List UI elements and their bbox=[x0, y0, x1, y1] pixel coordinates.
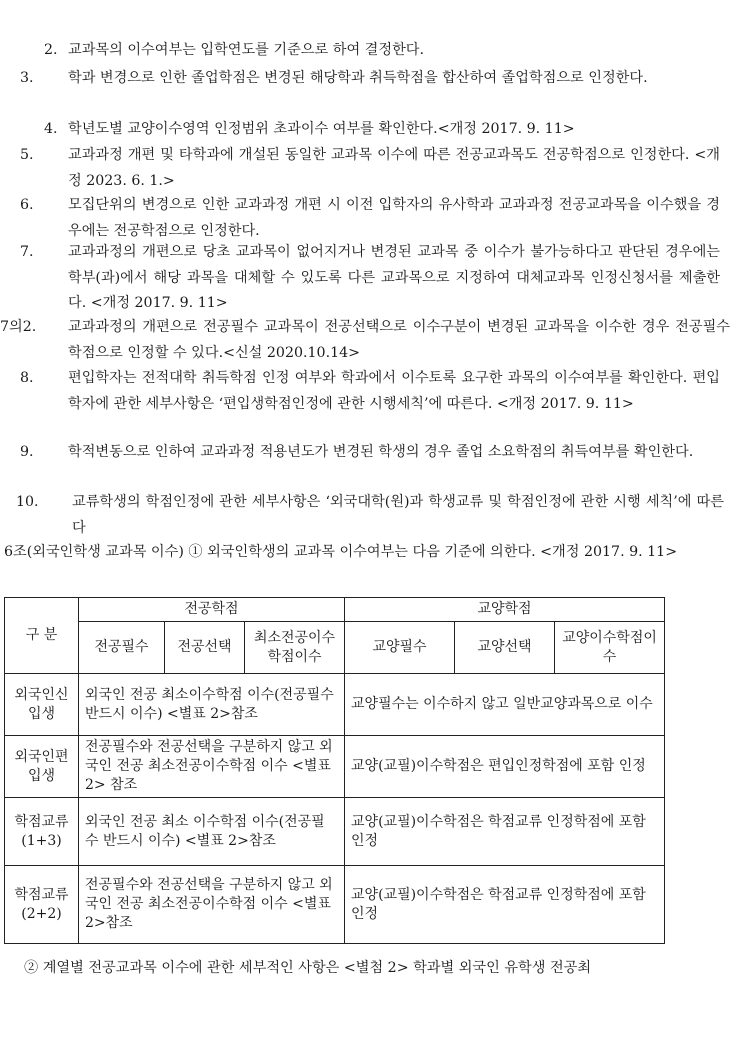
header-liberal: 교양학점 bbox=[345, 598, 665, 622]
row-label: 외국인신입생 bbox=[5, 674, 79, 736]
list-item bbox=[20, 193, 720, 244]
row-label: 외국인편입생 bbox=[5, 736, 79, 798]
list-item bbox=[20, 66, 720, 92]
list-item bbox=[20, 366, 720, 417]
list-item bbox=[20, 143, 720, 194]
header-gubun: 구 분 bbox=[5, 598, 79, 674]
header-major: 전공학점 bbox=[79, 598, 345, 622]
item-text: 교과과정의 개편으로 전공필수 교과목이 전공선택으로 이수구분이 변경된 교과목을 이수한 경우 전공필수 학점으로 인정할 수 있다.<신설 2020.10.14> bbox=[68, 319, 730, 361]
item-text: 모집단위의 변경으로 인한 교과과정 개편 시 이전 입학자의 유사학과 교과과정 전공교과목을 이수했을 경우에는 전공학점으로 인정한다. bbox=[68, 197, 720, 239]
header-liberal-required: 교양필수 bbox=[345, 622, 455, 674]
header-major-elective: 전공선택 bbox=[165, 622, 245, 674]
table-row bbox=[5, 674, 665, 736]
header-liberal-credits: 교양이수학점이수 bbox=[555, 622, 665, 674]
item-number: 8. bbox=[20, 370, 34, 386]
table-row bbox=[5, 798, 665, 866]
item-number: 9. bbox=[20, 444, 34, 460]
major-rule: 전공필수와 전공선택을 구분하지 않고 외국인 전공 최소전공이수학점 이수 <별표 2>참조 bbox=[79, 866, 345, 944]
list-item bbox=[20, 240, 720, 317]
list-item bbox=[16, 490, 724, 541]
item-number: 10. bbox=[16, 494, 39, 510]
item-text: 편입학자는 전적대학 취득학점 인정 여부와 학과에서 이수토록 요구한 과목의 이수여부를 확인한다. 편입학자에 관한 세부사항은 ‘편입생학점인정에 관한 시행세칙’에 따른다. <개정 2017. 9. 11> bbox=[68, 370, 720, 412]
item-number: 7의2. bbox=[0, 319, 37, 335]
major-rule: 외국인 전공 최소 이수학점 이수(전공필수 반드시 이수) <별표 2>참조 bbox=[79, 798, 345, 866]
list-item bbox=[20, 440, 720, 466]
table-row bbox=[5, 866, 665, 944]
liberal-rule: 교양(교필)이수학점은 학점교류 인정학점에 포함 인정 bbox=[345, 866, 665, 944]
header-major-min-credits: 최소전공이수학점이수 bbox=[245, 622, 345, 674]
item-text: 교과목의 이수여부는 입학연도를 기준으로 하여 결정한다. bbox=[68, 42, 424, 58]
major-rule: 외국인 전공 최소이수학점 이수(전공필수 반드시 이수) <별표 2>참조 bbox=[79, 674, 345, 736]
item-number: 7. bbox=[20, 244, 34, 260]
row-label: 학점교류(1+3) bbox=[5, 798, 79, 866]
header-major-required: 전공필수 bbox=[79, 622, 165, 674]
item-text: 교과과정 개편 및 타학과에 개설된 동일한 교과목 이수에 따른 전공교과목도 전공학점으로 인정한다. <개정 2023. 6. 1.> bbox=[68, 147, 720, 189]
footer-paragraph: ② 계열별 전공교과목 이수에 관한 세부적인 사항은 <별첨 2> 학과별 외국인 유학생 전공최 bbox=[24, 960, 592, 976]
header-liberal-elective: 교양선택 bbox=[455, 622, 555, 674]
item-number: 3. bbox=[20, 70, 34, 86]
liberal-rule: 교양필수는 이수하지 않고 일반교양과목으로 이수 bbox=[345, 674, 665, 736]
liberal-rule: 교양(교필)이수학점은 편입인정학점에 포함 인정 bbox=[345, 736, 665, 798]
item-text: 학년도별 교양이수영역 인정범위 초과이수 여부를 확인한다.<개정 2017. 9. 11> bbox=[68, 121, 575, 137]
major-rule: 전공필수와 전공선택을 구분하지 않고 외국인 전공 최소전공이수학점 이수 <별표 2> 참조 bbox=[79, 736, 345, 798]
item-number: 4. bbox=[44, 121, 58, 137]
item-text: 학과 변경으로 인한 졸업학점은 변경된 해당학과 취득학점을 합산하여 졸업학점으로 인정한다. bbox=[68, 70, 648, 86]
foreign-student-table bbox=[4, 597, 665, 944]
list-item bbox=[0, 315, 730, 366]
item-text: 교류학생의 학점인정에 관한 세부사항은 ‘외국대학(원)과 학생교류 및 학점인정에 관한 시행 세칙’에 따른다 bbox=[72, 494, 724, 536]
item-number: 6. bbox=[20, 197, 34, 213]
item-number: 5. bbox=[20, 147, 34, 163]
item-number: 2. bbox=[44, 42, 58, 58]
list-item bbox=[44, 117, 696, 143]
article-heading: 6조(외국인학생 교과목 이수) ① 외국인학생의 교과목 이수여부는 다음 기준에 의한다. <개정 2017. 9. 11> bbox=[4, 544, 678, 560]
table-row bbox=[5, 736, 665, 798]
list-item bbox=[44, 38, 696, 64]
item-text: 학적변동으로 인하여 교과과정 적용년도가 변경된 학생의 경우 졸업 소요학점의 취득여부를 확인한다. bbox=[68, 444, 694, 460]
item-text: 교과과정의 개편으로 당초 교과목이 없어지거나 변경된 교과목 중 이수가 불가능하다고 판단된 경우에는 학부(과)에서 해당 과목을 대체할 수 있도록 다른 교과목으로 지정하여 대체교과목 인정신청서를 제출한다. <개정 2017. 9. 11> bbox=[68, 244, 720, 311]
row-label: 학점교류(2+2) bbox=[5, 866, 79, 944]
liberal-rule: 교양(교필)이수학점은 학점교류 인정학점에 포함 인정 bbox=[345, 798, 665, 866]
